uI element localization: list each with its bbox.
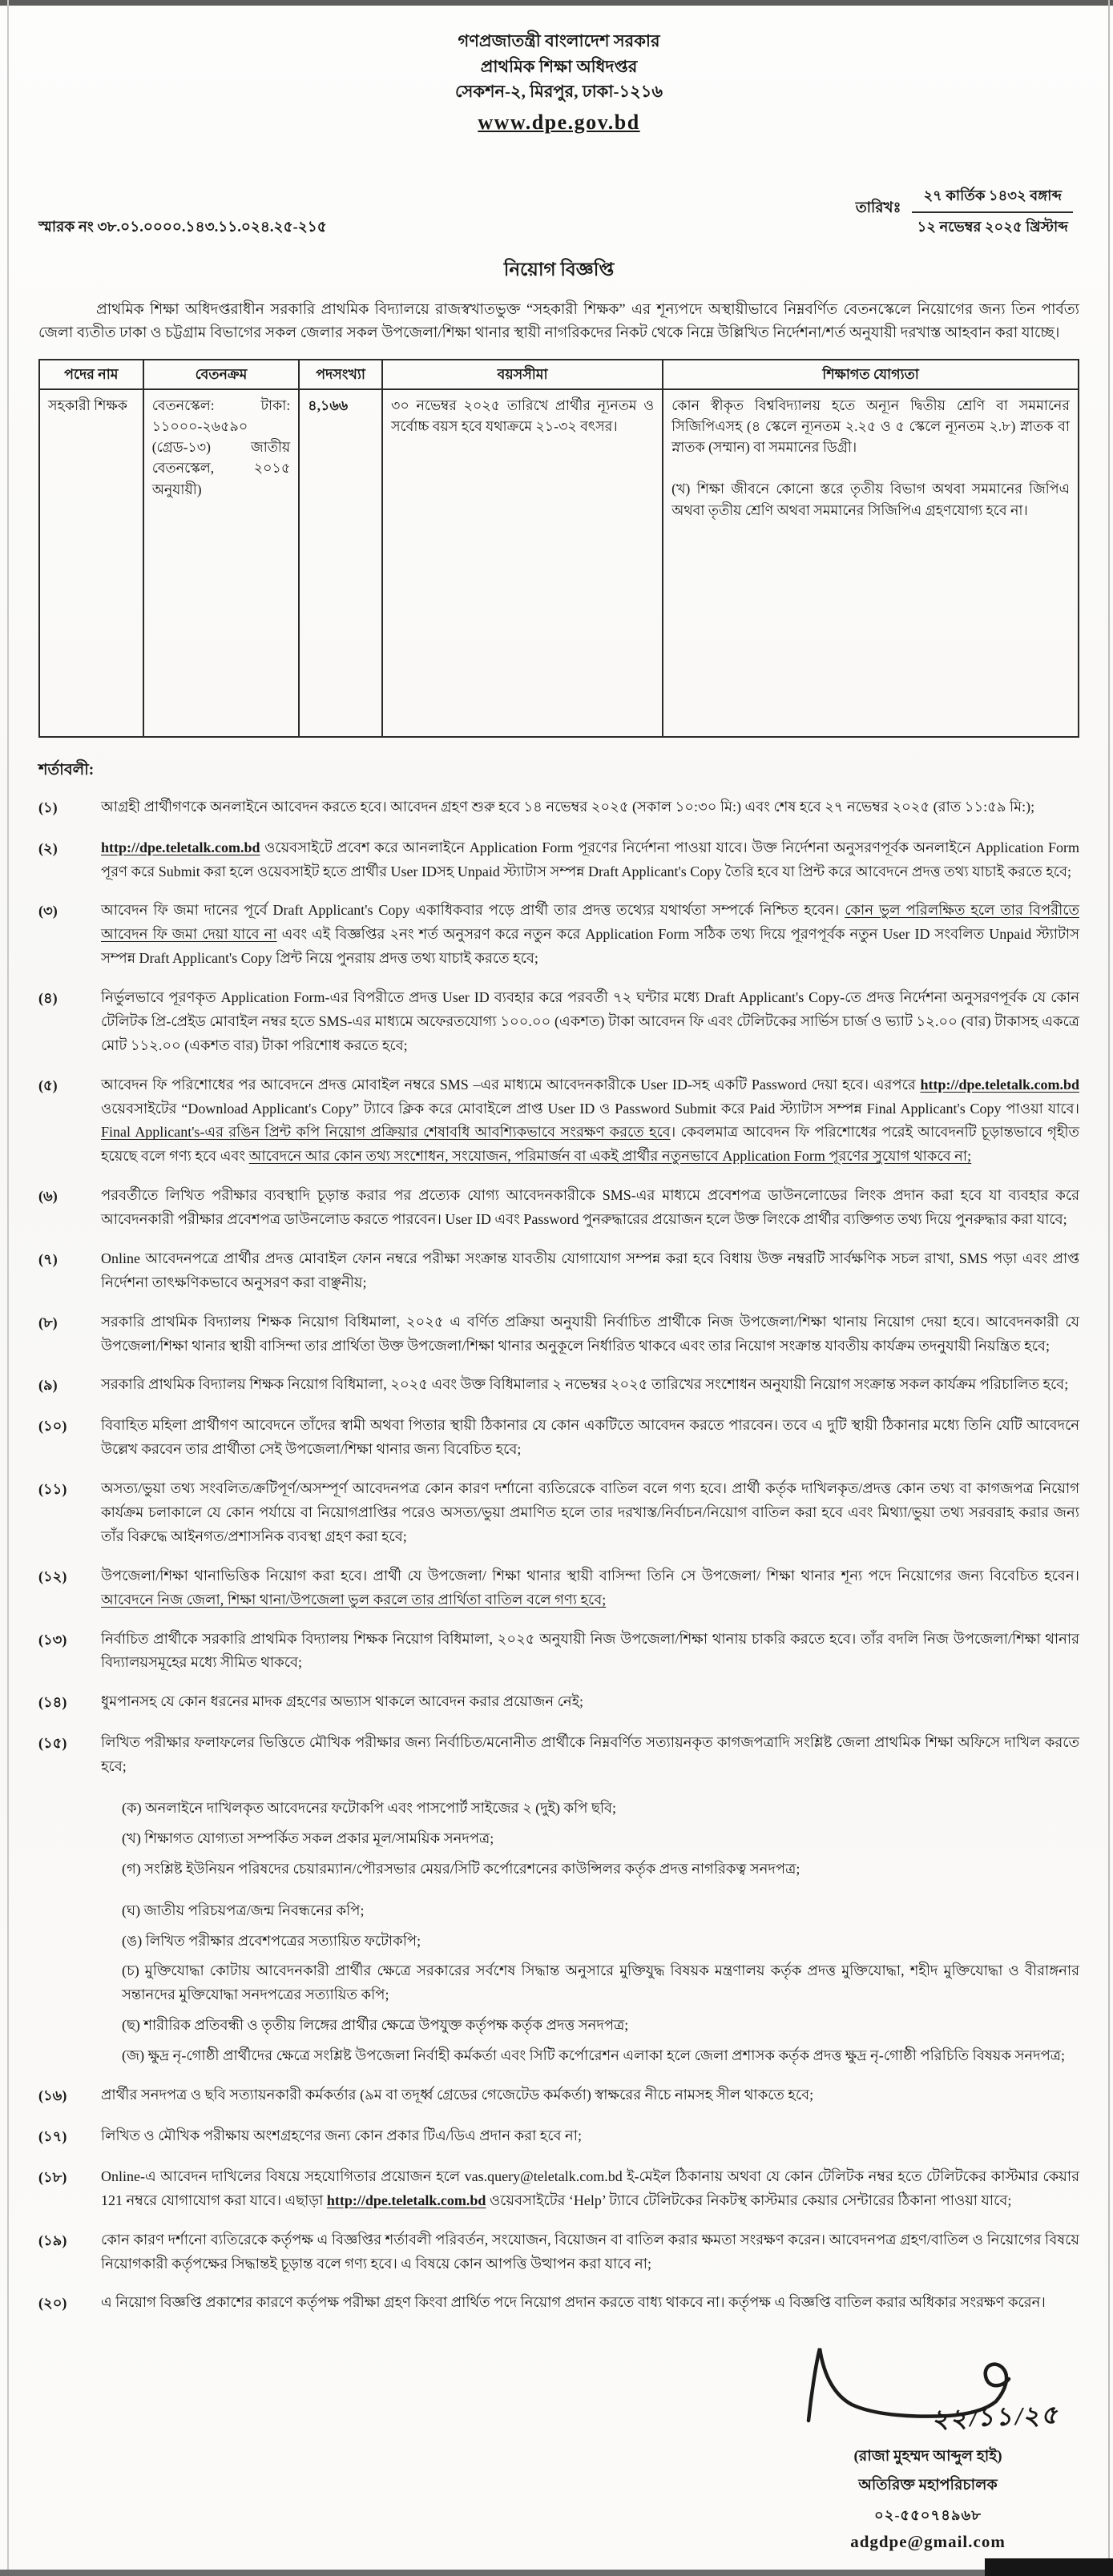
condition-item bbox=[38, 2083, 1079, 2109]
signature-block bbox=[796, 2337, 1063, 2552]
text-segment: উপজেলা/শিক্ষা থানাভিত্তিক নিয়োগ করা হবে। প্রার্থী যে উপজেলা/ শিক্ষা থানার স্থায়ী বাসিন্দা তিনি সে উপজেলা/ শিক্ষা থানার শূন্য পদে নিয়োগের জন্য বিবেচিত হবেন। bbox=[101, 1567, 1079, 1584]
condition-text bbox=[101, 1690, 1079, 1716]
conditions-list bbox=[38, 795, 1079, 2317]
qualification-clause-b: (খ) শিক্ষা জীবনে কোনো স্তরে তৃতীয় বিভাগ অথবা সমমানের জিপিএ অথবা তৃতীয় শ্রেণি অথবা সমমানের সিজিপিএ গ্রহণযোগ্য হবে না। bbox=[671, 481, 1070, 518]
condition-item bbox=[38, 1564, 1079, 1612]
intro-paragraph: প্রাথমিক শিক্ষা অধিদপ্তরাধীন সরকারি প্রাথমিক বিদ্যালয়ে রাজস্বখাতভুক্ত “সহকারী শিক্ষক” এর শূন্যপদে অস্থায়ীভাবে নিম্নবর্ণিত বেতনস্কেলে নিয়োগের জন্য তিন পার্বত্য জেলা ব্যতীত ঢাকা ও চট্টগ্রাম বিভাগের সকল জেলার সকল উপজেলা/শিক্ষা থানার স্থায়ী নাগরিকদের নিকট থেকে নিম্নে উল্লিখিত নির্দেশনা/শর্ত অনুযায়ী দরখাস্ত আহবান করা যাচ্ছে। bbox=[38, 301, 1079, 342]
condition-item bbox=[38, 2291, 1079, 2316]
condition-item bbox=[38, 1247, 1079, 1295]
condition-item bbox=[38, 1184, 1079, 1232]
condition-text bbox=[101, 2083, 1079, 2109]
condition-text bbox=[101, 1310, 1079, 1358]
condition-number: (১১) bbox=[38, 1481, 67, 1498]
signature-art bbox=[796, 2337, 1063, 2434]
text-segment: লিখিত পরীক্ষার ফলাফলের ভিত্তিতে মৌখিক পরীক্ষার জন্য নির্বাচিত/মনোনীত প্রার্থীকে নিম্নবর্ণিত সত্যায়নকৃত কাগজপত্রাদি সংশ্লিষ্ট জেলা প্রাথমিক শিক্ষা অফিসে দাখিল করতে হবে; bbox=[101, 1734, 1079, 1775]
condition-subitem bbox=[122, 1930, 1079, 1954]
header-age-limit: বয়সসীমা bbox=[382, 360, 663, 388]
condition-subitem bbox=[122, 1899, 1079, 1923]
condition-number: (১৩) bbox=[38, 1631, 67, 1648]
signer-phone: ০২-৫৫০৭৪৯৬৮ bbox=[874, 2507, 982, 2524]
condition-text bbox=[101, 2165, 1079, 2213]
text-segment: বিবাহিত মহিলা প্রার্থীগণ আবেদনে তাঁদের স্বামী অথবা পিতার স্থায়ী ঠিকানার যে কোন একটিতে আবেদন করতে পারবেন। তবে এ দুটি স্থায়ী ঠিকানার মধ্যে তিনি যেটি আবেদনে উল্লেখ করবেন তার প্রার্থীতা সেই উপজেলা/শিক্ষা থানার জন্য বিবেচিত হবে; bbox=[101, 1417, 1079, 1458]
cell-post-count: ৪,১৬৬ bbox=[299, 389, 382, 737]
condition-number: (১৭) bbox=[38, 2127, 67, 2144]
recruitment-table bbox=[38, 359, 1079, 737]
text-segment: ওয়েবসাইটে প্রবেশ করে আনলাইনে Application Form পূরণের নির্দেশনা পাওয়া যাবে। উক্ত নির্দেশনা অনুসরণপূর্বক অনলাইনে Application Form পূরণ করে Submit করা হলে ওয়েবসাইট হতে প্রার্থীর User IDসহ Unpaid স্ট্যাটাস সম্পন্ন Draft Applicant's Copy তৈরি হবে যা প্রিন্ট করে আবেদনে প্রদত্ত তথ্য যাচাই করতে হবে; bbox=[101, 839, 1079, 879]
table-header-row bbox=[39, 360, 1079, 388]
condition-text bbox=[101, 795, 1079, 821]
condition-item bbox=[38, 1414, 1079, 1462]
condition-text bbox=[101, 2124, 1079, 2150]
condition-item bbox=[38, 2124, 1079, 2150]
header-post-name: পদের নাম bbox=[39, 360, 143, 388]
condition-subitem bbox=[122, 1858, 1079, 1882]
text-segment: আবেদনে আর কোন তথ্য সংশোধন, সংযোজন, পরিমার্জন বা একই প্রার্থীর নতুনভাবে Application Form পূরণের সুযোগ থাকবে না; bbox=[248, 1148, 972, 1165]
condition-number: (১২) bbox=[38, 1568, 67, 1584]
condition-number: (১৯) bbox=[38, 2232, 67, 2248]
header-pay-scale: বেতনক্রম bbox=[143, 360, 300, 388]
condition-text bbox=[101, 2291, 1079, 2316]
condition-text bbox=[101, 1184, 1079, 1232]
table-row bbox=[39, 389, 1079, 737]
text-segment: নির্বাচিত প্রার্থীকে সরকারি প্রাথমিক বিদ্যালয় শিক্ষক নিয়োগ বিধিমালা, ২০২৫ অনুযায়ী নিজ উপজেলা/শিক্ষা থানায় চাকরি করতে হবে। তাঁর বদলি নিজ উপজেলা/শিক্ষা থানার বিদ্যালয়সমূহের মধ্যে সীমিত থাকবে; bbox=[101, 1630, 1079, 1671]
condition-text bbox=[101, 1477, 1079, 1549]
scan-artifact-corner bbox=[985, 2558, 1113, 2576]
condition-number: (১) bbox=[38, 799, 58, 815]
text-segment: Final Applicant's-এর রঙিন প্রিন্ট কপি নিয়োগ প্রক্রিয়ার শেষাবধি আবশ্যিকভাবে সংরক্ষণ করতে হবে bbox=[101, 1124, 671, 1141]
text-segment: । কেবলমাত্র আবেদন ফি পরিশোধের পরেই আবেদনটি চূড়ান্তভাবে গৃহীত হয়েছে বলে গণ্য হবে এবং bbox=[101, 1124, 1079, 1165]
text-segment: কোন ভুল পরিলক্ষিত হলে তার বিপরীতে আবেদন ফি জমা দেয়া যাবে না bbox=[101, 902, 1080, 943]
text-segment: (গ) সংশ্লিষ্ট ইউনিয়ন পরিষদের চেয়ারম্যান/পৌরসভার মেয়র/সিটি কর্পোরেশনের কাউন্সিলর কর্তৃক প্রদত্ত নাগরিকত্ব সনদপত্র; bbox=[122, 1860, 800, 1877]
text-segment: ওয়েবসাইটের “Download Applicant's Copy” ট্যাবে ক্লিক করে মোবাইলে প্রাপ্ত User ID ও Password Submit করে Paid স্ট্যাটাস সম্পন্ন Final Applicant's Copy পাওয়া যাবে। bbox=[101, 1100, 1079, 1117]
header-qualification: শিক্ষাগত যোগ্যতা bbox=[663, 360, 1079, 388]
condition-number: (৩) bbox=[38, 903, 58, 920]
condition-item bbox=[38, 1310, 1079, 1358]
condition-number: (২) bbox=[38, 839, 58, 856]
condition-number: (১৫) bbox=[38, 1735, 67, 1752]
condition-item bbox=[38, 2228, 1079, 2276]
condition-number: (১৮) bbox=[38, 2168, 67, 2185]
condition-number: (২০) bbox=[38, 2295, 67, 2312]
signer-email: adgdpe@gmail.com bbox=[850, 2532, 1006, 2552]
condition-text bbox=[101, 1073, 1079, 1169]
signer-name: (রাজা মুহম্মদ আব্দুল হাই) bbox=[853, 2448, 1002, 2465]
text-segment: পরবর্তীতে লিখিত পরীক্ষার ব্যবস্থাদি চূড়ান্ত করার পর প্রত্যেক যোগ্য আবেদনকারীকে SMS-এর মাধ্যমে প্রবেশপত্র ডাউনলোডের লিংক প্রদান করা হবে যা ব্যবহার করে আবেদনকারী পরীক্ষার প্রবেশপত্র ডাউনলোড করতে পারবেন। User ID এবং Password পুনরুদ্ধারের প্রয়োজন হলে উক্ত লিংকে প্রার্থীর ব্যক্তিগত তথ্য দিয়ে পুনরুদ্ধার করা যাবে; bbox=[101, 1187, 1079, 1228]
condition-number: (১০) bbox=[38, 1418, 67, 1435]
cell-age-limit: ৩০ নভেম্বর ২০২৫ তারিখে প্রার্থীর ন্যূনতম ও সর্বোচ্চ বয়স হবে যথাক্রমে ২১-৩২ বৎসর। bbox=[382, 389, 663, 737]
condition-text bbox=[101, 836, 1079, 884]
inline-url-text: http://dpe.teletalk.com.bd bbox=[326, 2192, 486, 2208]
office-address: সেকশন-২, মিরপুর, ঢাকা-১২১৬ bbox=[454, 82, 663, 101]
department-name: প্রাথমিক শিক্ষা অধিদপ্তর bbox=[480, 56, 638, 76]
memo-number: স্মারক নং ৩৮.০১.০০০০.১৪৩.১১.০২৪.২৫-২১৫ bbox=[38, 219, 327, 235]
date-gregorian: ১২ নভেম্বর ২০২৫ খ্রিস্টাব্দ bbox=[917, 218, 1068, 235]
condition-subitem bbox=[122, 1797, 1079, 1821]
condition-number: (৪) bbox=[38, 990, 58, 1007]
text-segment: (ঙ) লিখিত পরীক্ষার প্রবেশপত্রের সত্যায়িত ফটোকপি; bbox=[122, 1932, 421, 1949]
text-segment: কোন কারণ দর্শানো ব্যতিরেকে কর্তৃপক্ষ এ বিজ্ঞপ্তির শর্তাবলী পরিবর্তন, সংযোজন, বিয়োজন বা বাতিল করার ক্ষমতা সংরক্ষণ করেন। আবেদনপত্র গ্রহণ/বাতিল ও নিয়োগের বিষয়ে নিয়োগকারী কর্তৃপক্ষের সিদ্ধান্তই চূড়ান্ত বলে গণ্য হবে। এ বিষয়ে কোন আপত্তি উত্থাপন করা যাবে না; bbox=[101, 2231, 1079, 2272]
text-segment: (ছ) শারীরিক প্রতিবন্ধী ও তৃতীয় লিঙ্গের প্রার্থীর ক্ষেত্রে উপযুক্ত কর্তৃপক্ষ কর্তৃক প্রদত্ত সনদপত্র; bbox=[122, 2017, 629, 2034]
text-segment: নির্ভুলভাবে পূরণকৃত Application Form-এর বিপরীতে প্রদত্ত User ID ব্যবহার করে পরবর্তী ৭২ ঘন্টার মধ্যে Draft Applicant's Copy-তে প্রদত্ত নির্দেশনা অনুসরণপূর্বক যে কোন টেলিটক প্রি-প্রেইড মোবাইল নম্বর হতে SMS-এর মাধ্যমে অফেরতযোগ্য ১০০.০০ (একশত) টাকা আবেদন ফি এবং টেলিটকের সার্ভিস চার্জ ও ভ্যাট ১২.০০ (বার) টাকাসহ একত্রে মোট ১১২.০০ (একশত বার) টাকা পরিশোধ করতে হবে; bbox=[101, 989, 1079, 1053]
condition-item bbox=[38, 836, 1079, 884]
condition-subitem bbox=[122, 1827, 1079, 1851]
text-segment: আবেদনে নিজ জেলা, শিক্ষা থানা/উপজেলা ভুল করলে তার প্রার্থিতা বাতিল বলে গণ্য হবে; bbox=[101, 1591, 607, 1608]
condition-text bbox=[101, 986, 1079, 1058]
text-segment: আবেদন ফি জমা দানের পূর্বে Draft Applicant's Copy একাধিকবার পড়ে প্রার্থী তার প্রদত্ত তথ্যের যথার্থতা সম্পর্কে নিশ্চিত হবেন। bbox=[101, 902, 845, 919]
condition-text bbox=[101, 1373, 1079, 1399]
header-post-count: পদসংখ্যা bbox=[299, 360, 382, 388]
inline-url-text: http://dpe.teletalk.com.bd bbox=[920, 1076, 1079, 1093]
condition-number: (৫) bbox=[38, 1077, 58, 1093]
condition-item bbox=[38, 2165, 1079, 2213]
text-segment: (চ) মুক্তিযোদ্ধা কোটায় আবেদনকারী প্রার্থীর ক্ষেত্রে সরকারের সর্বশেষ সিদ্ধান্ত অনুসারে মুক্তিযুদ্ধ বিষয়ক মন্ত্রণালয় কর্তৃক প্রদত্ত মুক্তিযোদ্ধা, শহীদ মুক্তিযোদ্ধা ও বীরাঙ্গনার সন্তানদের মুক্তিযোদ্ধা সনদপত্রের সত্যায়িত কপি; bbox=[122, 1962, 1079, 2003]
condition-text bbox=[101, 1247, 1079, 1295]
condition-text bbox=[101, 1414, 1079, 1462]
cell-post-name: সহকারী শিক্ষক bbox=[39, 389, 143, 737]
date-values bbox=[912, 184, 1073, 240]
condition-number: (৯) bbox=[38, 1377, 58, 1394]
text-segment: এবং এই বিজ্ঞপ্তির ২নং শর্ত অনুসরণ করে নতুন করে Application Form সঠিক তথ্য দিয়ে পূরণপূর্বক নতুন User ID সংবলিত Unpaid স্ট্যাটাস সম্পন্ন Draft Applicant's Copy প্রিন্ট নিয়ে পুনরায় প্রদত্ত তথ্য যাচাই করতে হবে; bbox=[101, 926, 1079, 967]
condition-item bbox=[38, 899, 1079, 971]
text-segment: প্রার্থীর সনদপত্র ও ছবি সত্যায়নকারী কর্মকর্তার (৯ম বা তদূর্ধ্ব গ্রেডের গেজেটেড কর্মকর্তা) স্বাক্ষরের নীচে নামসহ সীল থাকতে হবে; bbox=[101, 2086, 814, 2103]
condition-item bbox=[38, 1628, 1079, 1676]
condition-text bbox=[101, 2228, 1079, 2276]
text-segment: ওয়েবসাইটের ‘Help’ ট্যাবে টেলিটকের নিকটস্থ কাস্টমার কেয়ার সেন্টারের ঠিকানা পাওয়া যাবে; bbox=[486, 2192, 1012, 2208]
condition-number: (৭) bbox=[38, 1250, 58, 1267]
government-name: গণপ্রজাতন্ত্রী বাংলাদেশ সরকার bbox=[458, 31, 660, 50]
website-url: www.dpe.gov.bd bbox=[478, 110, 640, 134]
text-segment: সরকারি প্রাথমিক বিদ্যালয় শিক্ষক নিয়োগ বিধিমালা, ২০২৫ এ বর্ণিত প্রক্রিয়া অনুযায়ী নির্বাচিত প্রার্থীকে নিজ উপজেলা/শিক্ষা থানায় নিয়োগ দেয়া হবে। আবেদনকারী যে উপজেলা/শিক্ষা থানার স্থায়ী বাসিন্দা তার প্রার্থিতা উক্ত উপজেলা/শিক্ষা থানার অনুকূলে নির্ধারিত থাকবে এবং তার নিয়োগ সংক্রান্ত যাবতীয় কার্যক্রম তদনুযায়ী নিয়ন্ত্রিত হবে; bbox=[101, 1313, 1079, 1354]
condition-text bbox=[101, 1628, 1079, 1676]
condition-subitem bbox=[122, 2014, 1079, 2038]
condition-text bbox=[101, 899, 1079, 971]
inline-url-text: http://dpe.teletalk.com.bd bbox=[101, 839, 260, 855]
condition-subitem bbox=[122, 2044, 1079, 2068]
condition-text bbox=[101, 1564, 1079, 1612]
text-segment: (জ) ক্ষুদ্র নৃ-গোষ্ঠী প্রার্থীদের ক্ষেত্রে সংশ্লিষ্ট উপজেলা নির্বাহী কর্মকর্তা এবং সিটি কর্পোরেশন এলাকা হলে জেলা প্রশাসক কর্তৃক প্রদত্ত ক্ষুদ্র নৃ-গোষ্ঠী পরিচিতি বিষয়ক সনদপত্র; bbox=[122, 2047, 1066, 2064]
condition-number: (৬) bbox=[38, 1188, 58, 1205]
condition-item bbox=[38, 1073, 1079, 1169]
condition-subitem bbox=[122, 1959, 1079, 2007]
text-segment: Online-এ আবেদন দাখিলের বিষয়ে সহযোগিতার প্রয়োজন হলে vas.query@teletalk.com.bd ই-মেইল ঠিকানায় অথবা যে কোন টেলিটক নম্বর হতে টেলিটকের কাস্টমার কেয়ার 121 নম্বরে যোগাযোগ করা যাবে। এছাড়া bbox=[101, 2167, 1079, 2208]
cell-qualification bbox=[663, 389, 1079, 737]
date-block bbox=[856, 184, 1073, 240]
signature-date-handwritten: ২২/১১/২৫ bbox=[930, 2400, 1063, 2434]
text-segment: অসত্য/ভুয়া তথ্য সংবলিত/ক্রটিপূর্ণ/অসম্পূর্ণ আবেদনপত্র কোন কারণ দর্শানো ব্যতিরেকে বাতিল বলে গণ্য হবে। প্রার্থী কর্তৃক দাখিলকৃত/প্রদত্ত কোন তথ্য বা কাগজপত্র নিয়োগ কার্যক্রম চলাকালে যে কোন পর্যায়ে বা নিয়োগপ্রাপ্তির পরেও অসত্য/ভুয়া প্রমাণিত হলে তার দরখাস্ত/নির্বাচন/নিয়োগ বাতিল করা হবে এবং মিথ্যা/ভুয়া তথ্য সরবরাহ করার জন্য তাঁর বিরুদ্ধে আইনগত/প্রশাসনিক ব্যবস্থা গ্রহণ করা হবে; bbox=[101, 1480, 1079, 1544]
condition-item bbox=[38, 986, 1079, 1058]
qualification-clause-a: কোন স্বীকৃত বিশ্ববিদ্যালয় হতে অন্যূন দ্বিতীয় শ্রেণি বা সমমানের সিজিপিএসহ (৪ স্কেলে ন্যূনতম ২.২৫ ও ৫ স্কেলে ন্যূনতম ২.৮) স্নাতক বা স্নাতক (সম্মান) বা সমমানের ডিগ্রী। bbox=[671, 396, 1070, 456]
letterhead bbox=[38, 29, 1079, 138]
scan-border-bottom bbox=[0, 2570, 1113, 2576]
cell-pay-scale: বেতনস্কেল: টাকা: ১১০০০-২৬৫৯০ (গ্রেড-১৩) জাতীয় বেতনস্কেল, ২০১৫ অনুযায়ী) bbox=[143, 389, 300, 737]
condition-number: (১৬) bbox=[38, 2087, 67, 2103]
condition-number: (১৪) bbox=[38, 1694, 67, 1711]
text-segment: লিখিত ও মৌখিক পরীক্ষায় অংশগ্রহণের জন্য কোন প্রকার টিএ/ডিএ প্রদান করা হবে না; bbox=[101, 2127, 582, 2143]
text-segment: আবেদন ফি পরিশোধের পর আবেদনে প্রদত্ত মোবাইল নম্বরে SMS –এর মাধ্যমে আবেদনকারীকে User ID-সহ একটি Password দেয়া হবে। এরপরে bbox=[101, 1076, 921, 1093]
text-segment: ধুমপানসহ যে কোন ধরনের মাদক গ্রহণের অভ্যাস থাকলে আবেদন করার প্রয়োজন নেই; bbox=[101, 1693, 583, 1710]
signer-designation: অতিরিক্ত মহাপরিচালক bbox=[858, 2477, 998, 2494]
text-segment: (খ) শিক্ষাগত যোগ্যতা সম্পর্কিত সকল প্রকার মূল/সাময়িক সনদপত্র; bbox=[122, 1829, 494, 1846]
date-bangla: ২৭ কার্তিক ১৪৩২ বঙ্গাব্দ bbox=[912, 184, 1073, 213]
condition-item bbox=[38, 795, 1079, 821]
date-label: তারিখঃ bbox=[855, 200, 901, 216]
condition-text bbox=[101, 1731, 1079, 2068]
text-segment: এ নিয়োগ বিজ্ঞপ্তি প্রকাশের কারণে কর্তৃপক্ষ পরীক্ষা গ্রহণ কিংবা প্রার্থিত পদে নিয়োগ প্রদান করতে বাধ্য থাকবে না। কর্তৃপক্ষ এ বিজ্ঞপ্তি বাতিল করার অধিকার সংরক্ষণ করেন। bbox=[101, 2294, 1046, 2311]
condition-item bbox=[38, 1373, 1079, 1399]
text-segment: (ঘ) জাতীয় পরিচয়পত্র/জন্ম নিবন্ধনের কপি; bbox=[122, 1902, 365, 1918]
memo-date-row bbox=[38, 184, 1079, 240]
condition-item bbox=[38, 1477, 1079, 1549]
text-segment: আগ্রহী প্রার্থীগণকে অনলাইনে আবেদন করতে হবে। আবেদন গ্রহণ শুরু হবে ১৪ নভেম্বর ২০২৫ (সকাল ১০:৩০ মি:) এবং শেষ হবে ২৭ নভেম্বর ২০২৫ (রাত ১১:৫৯ মি:); bbox=[101, 798, 1035, 815]
text-segment: (ক) অনলাইনে দাখিলকৃত আবেদনের ফটোকপি এবং পাসপোর্ট সাইজের ২ (দুই) কপি ছবি; bbox=[122, 1800, 617, 1817]
conditions-heading: শর্তাবলী: bbox=[38, 761, 95, 779]
condition-item bbox=[38, 1690, 1079, 1716]
notice-title: নিয়োগ বিজ্ঞপ্তি bbox=[503, 259, 615, 280]
text-segment: Online আবেদনপত্রে প্রার্থীর প্রদত্ত মোবাইল ফোন নম্বরে পরীক্ষা সংক্রান্ত যাবতীয় যোগাযোগ সম্পন্ন করা হবে বিধায় উক্ত নম্বরটি সার্বক্ষণিক সচল রাখা, SMS পড়া এবং প্রাপ্ত নির্দেশনা তাৎক্ষণিকভাবে অনুসরণ করা বাঞ্ছনীয়; bbox=[101, 1250, 1079, 1290]
condition-number: (৮) bbox=[38, 1314, 58, 1330]
condition-item bbox=[38, 1731, 1079, 2068]
text-segment: সরকারি প্রাথমিক বিদ্যালয় শিক্ষক নিয়োগ বিধিমালা, ২০২৫ এবং উক্ত বিধিমালার ২ নভেম্বর ২০২৫ তারিখের সংশোধন অনুযায়ী নিয়োগ সংক্রান্ত সকল কার্যক্রম পরিচালিত হবে; bbox=[101, 1376, 1069, 1393]
